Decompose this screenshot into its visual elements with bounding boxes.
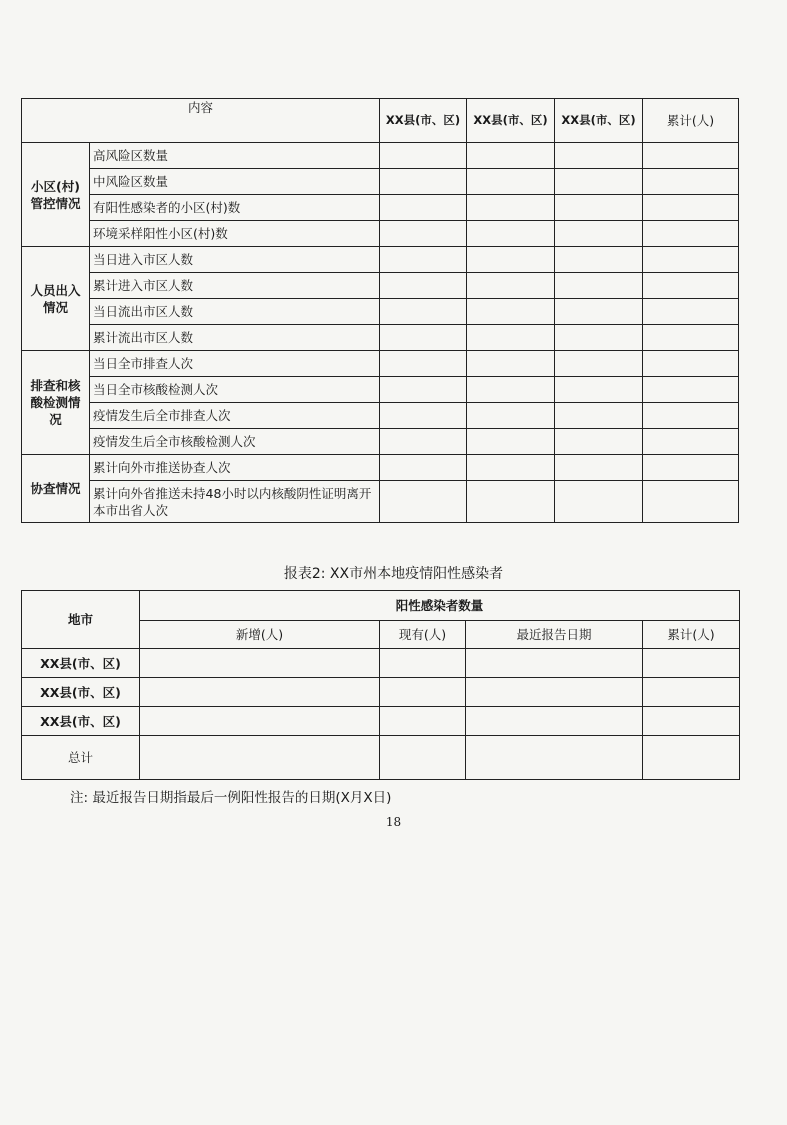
row-label: XX县(市、区) [22,649,140,678]
cell[interactable] [643,649,740,678]
current-cases-header: 现有(人) [380,621,466,649]
table-row [22,273,739,299]
row-label: 累计进入市区人数 [90,273,380,299]
table-row [22,429,739,455]
row-label: 环境采样阳性小区(村)数 [90,221,380,247]
cell[interactable] [140,678,380,707]
row-label: XX县(市、区) [22,707,140,736]
cell[interactable] [466,736,643,780]
cell[interactable] [466,678,643,707]
cell[interactable] [380,403,467,429]
row-label: 疫情发生后全市排查人次 [90,403,380,429]
cell[interactable] [380,299,467,325]
cell[interactable] [643,481,739,523]
cell[interactable] [380,247,467,273]
total-header: 累计(人) [643,99,739,143]
cell[interactable] [643,707,740,736]
row-label: 当日进入市区人数 [90,247,380,273]
table-row [22,325,739,351]
cell[interactable] [555,325,643,351]
cell[interactable] [467,429,555,455]
cell[interactable] [555,143,643,169]
group-label-screening: 排查和核酸检测情况 [22,351,90,455]
row-label: 累计流出市区人数 [90,325,380,351]
cell[interactable] [467,299,555,325]
cell[interactable] [643,299,739,325]
cell[interactable] [140,649,380,678]
cell[interactable] [380,273,467,299]
cell[interactable] [380,736,466,780]
table-row [22,481,739,523]
cell[interactable] [643,455,739,481]
table-row [22,678,740,707]
cell[interactable] [555,377,643,403]
row-label: 累计向外省推送未持48小时以内核酸阴性证明离开本市出省人次 [90,481,380,523]
table-row [22,247,739,273]
row-label: 中风险区数量 [90,169,380,195]
cell[interactable] [380,169,467,195]
table-row [22,455,739,481]
cell[interactable] [466,649,643,678]
row-label: XX县(市、区) [22,678,140,707]
new-cases-header: 新增(人) [140,621,380,649]
table1-header-row [22,99,739,143]
footnote: 注: 最近报告日期指最后一例阳性报告的日期(X月X日) [70,790,392,806]
row-label: 当日全市排查人次 [90,351,380,377]
table-row [22,351,739,377]
county-header-3: XX县(市、区) [555,99,643,143]
cell[interactable] [467,377,555,403]
cell[interactable] [380,143,467,169]
table-row [22,143,739,169]
cell[interactable] [140,707,380,736]
table-row [22,649,740,678]
cell[interactable] [643,403,739,429]
group-label-personnel: 人员出入情况 [22,247,90,351]
row-label: 累计向外市推送协查人次 [90,455,380,481]
cell[interactable] [467,455,555,481]
cell[interactable] [467,481,555,523]
cell[interactable] [467,221,555,247]
cell[interactable] [555,195,643,221]
cell[interactable] [467,351,555,377]
table-row [22,736,740,780]
cell[interactable] [380,455,467,481]
cumulative-header: 累计(人) [643,621,740,649]
report-table-1 [21,98,739,523]
cell[interactable] [467,325,555,351]
cell[interactable] [555,403,643,429]
table-row [22,169,739,195]
cell[interactable] [643,195,739,221]
cell[interactable] [380,325,467,351]
cell[interactable] [467,169,555,195]
cell[interactable] [643,325,739,351]
cell[interactable] [467,195,555,221]
cell[interactable] [555,299,643,325]
cell[interactable] [555,429,643,455]
cell[interactable] [380,351,467,377]
table-row [22,221,739,247]
row-label: 疫情发生后全市核酸检测人次 [90,429,380,455]
cell[interactable] [380,678,466,707]
cell[interactable] [643,377,739,403]
cell[interactable] [555,247,643,273]
cell[interactable] [643,678,740,707]
cell[interactable] [380,707,466,736]
table-row [22,299,739,325]
cell[interactable] [467,143,555,169]
group-label-assist: 协查情况 [22,455,90,523]
latest-report-date-header: 最近报告日期 [466,621,643,649]
cell[interactable] [380,377,467,403]
cell[interactable] [643,351,739,377]
page-number: 18 [385,815,402,829]
cell[interactable] [555,481,643,523]
cell[interactable] [555,169,643,195]
total-row-label: 总计 [22,736,140,780]
row-label: 当日流出市区人数 [90,299,380,325]
row-label: 有阳性感染者的小区(村)数 [90,195,380,221]
cell[interactable] [380,195,467,221]
table-row [22,403,739,429]
table2-caption: 报表2: XX市州本地疫情阳性感染者 [283,566,504,582]
positive-count-header: 阳性感染者数量 [140,591,740,621]
report-table-2 [21,590,740,780]
cell[interactable] [555,273,643,299]
cell[interactable] [555,455,643,481]
cell[interactable] [467,247,555,273]
cell[interactable] [643,169,739,195]
row-label: 高风险区数量 [90,143,380,169]
county-header-1: XX县(市、区) [380,99,467,143]
cell[interactable] [380,429,467,455]
table-row [22,195,739,221]
content-header: 内容 [22,99,380,143]
cell[interactable] [643,273,739,299]
cell[interactable] [380,649,466,678]
table-row [22,707,740,736]
cell[interactable] [380,221,467,247]
cell[interactable] [467,403,555,429]
county-header-2: XX县(市、区) [467,99,555,143]
table-row [22,377,739,403]
cell[interactable] [466,707,643,736]
cell[interactable] [643,143,739,169]
row-label: 当日全市核酸检测人次 [90,377,380,403]
cell[interactable] [140,736,380,780]
cell[interactable] [380,481,467,523]
cell[interactable] [643,736,740,780]
cell[interactable] [643,429,739,455]
cell[interactable] [555,351,643,377]
cell[interactable] [643,247,739,273]
cell[interactable] [467,273,555,299]
region-header: 地市 [22,591,140,649]
group-label-community: 小区(村)管控情况 [22,143,90,247]
cell[interactable] [643,221,739,247]
table2-header-row [22,591,740,621]
cell[interactable] [555,221,643,247]
